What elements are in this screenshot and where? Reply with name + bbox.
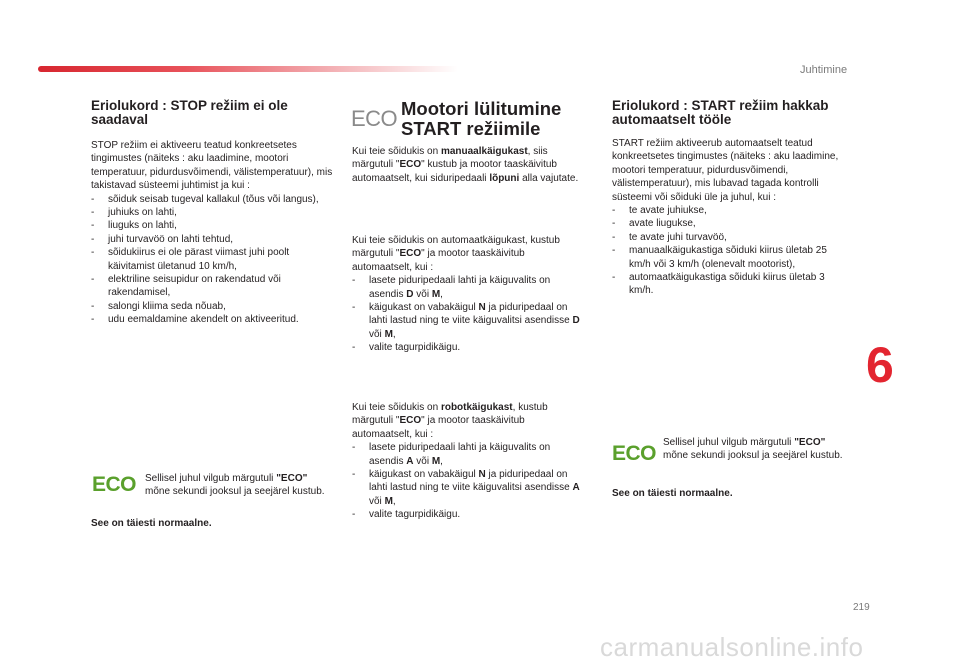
paragraph-robotic-gearbox (352, 401, 580, 522)
list-item: - juhiuks on lahti, (91, 206, 336, 219)
list-item: - juhi turvavöö on lahti tehtud, (91, 233, 336, 246)
text: valite tagurpidikäigu. (369, 509, 461, 521)
list-item: - udu eemaldamine akendelt on aktiveeritud. (91, 313, 336, 326)
paragraph-manual-gearbox (352, 145, 580, 185)
eco-icon-gray (351, 106, 397, 132)
note-text: Sellisel juhul vilgub märgutuli (663, 437, 795, 448)
text: ja piduripedaal on lahti lastud ning te viite käiguvalitsi asendisse (369, 302, 573, 327)
gear-position: M (384, 328, 393, 340)
text: , (392, 328, 396, 340)
text: " ja mootor taaskäivitub automaatselt, kui : (352, 415, 525, 440)
column-start-auto (612, 99, 847, 298)
watermark: carmanualsonline.info (600, 632, 864, 662)
gear-position: A (572, 482, 580, 494)
text-bold: robotkäigukast (440, 402, 513, 413)
automatic-conditions-list (352, 274, 580, 354)
text: " kustub ja mootor taaskäivitub automaatselt, kui siduripedaali (352, 159, 557, 184)
list-item: - sõidukiirus ei ole pärast viimast juhi poolt käivitamist ületanud 10 km/h, (91, 246, 336, 273)
gear-position: M (431, 455, 441, 467)
list-item (352, 274, 580, 301)
list-item (352, 441, 580, 468)
list-item: - automaatkäigukastiga sõiduki kiirus ületab 3 km/h. (612, 271, 847, 298)
note-eco-blink-start (663, 436, 853, 463)
text: Kui teie sõidukis on automaatkäigukast, kustub märgutuli " (352, 235, 560, 260)
text: käigukast on vabakäigul (369, 302, 479, 314)
eco-icon (612, 442, 656, 466)
list-item (352, 341, 580, 354)
text: Kui teie sõidukis on (352, 402, 441, 413)
list-item: - sõiduk seisab tugeval kallakul (tõus või langus), (91, 193, 336, 206)
note-eco-label: "ECO" (276, 473, 308, 484)
normal-notice: See on täiesti normaalne. (91, 518, 212, 529)
text-bold: ECO (399, 415, 422, 427)
text-bold: lõpuni (489, 172, 520, 184)
text: valite tagurpidikäigu. (369, 342, 461, 354)
gear-position: N (478, 302, 486, 314)
paragraph-start-intro: START režiim aktiveerub automaatselt teatud konkreetsetes tingimustes (näiteks : aku laadimine, mootori temperatuur, pidurdusvõimendi, välistemperatuur), mis lubavad tagada kontrolli süsteemi või sõiduki üle ja juhul, kui : (612, 138, 839, 203)
list-item (352, 468, 580, 508)
chapter-number: 6 (866, 337, 894, 393)
list-item: - te avate juhiukse, (612, 204, 847, 217)
list-item: - avate liugukse, (612, 217, 847, 230)
text: ja piduripedaal on lahti lastud ning te viite käiguvalitsi asendisse (369, 469, 573, 494)
text-bold: ECO (399, 248, 422, 260)
note-text: Sellisel juhul vilgub märgutuli (145, 473, 277, 484)
heading-start-mode: Mootori lülitumine START režiimile (401, 98, 562, 139)
text: " ja mootor taaskäivitub automaatselt, kui : (352, 248, 525, 273)
list-item (352, 508, 580, 521)
stop-conditions-list (91, 193, 336, 327)
list-item: - salongi kliima seda nõuab, (91, 300, 336, 313)
list-item: - liuguks on lahti, (91, 219, 336, 232)
page-number: 219 (853, 602, 870, 613)
note-text-end: mõne sekundi jooksul ja seejärel kustub. (145, 486, 325, 498)
text: käigukast on vabakäigul (369, 469, 479, 481)
column-stop-unavailable (91, 99, 336, 327)
text: alla vajutate. (519, 172, 579, 184)
eco-icon-label: ECO (351, 106, 398, 131)
eco-icon-label: ECO (612, 442, 657, 465)
paragraph-stop-intro: STOP režiim ei aktiveeru teatud konkreetsetes tingimustes (näiteks : aku laadimine, mootori temperatuur, pidurdusvõimendi, välistemperatuur), mis takistavad süsteemi juhtimist ja kui : (91, 140, 333, 192)
gear-position: A (406, 455, 414, 467)
gear-position: D (406, 288, 414, 300)
gear-position: N (478, 469, 486, 481)
robotic-conditions-list (352, 441, 580, 521)
text-bold: manuaalkäigukast (440, 146, 528, 157)
note-eco-blink-stop (145, 472, 335, 499)
heading-start-auto: Eriolukord : START režiim hakkab automaatselt tööle (612, 98, 829, 127)
automatic-intro (352, 234, 580, 274)
eco-icon (92, 473, 136, 497)
paragraph-automatic-gearbox (352, 234, 580, 355)
text: , (440, 288, 443, 300)
gear-position: M (384, 495, 393, 507)
header-accent-bar (38, 66, 458, 72)
gear-position: D (572, 315, 580, 327)
text: või (413, 455, 432, 467)
heading-block-start (401, 99, 571, 139)
list-item: - manuaalkäigukastiga sõiduki kiirus ületab 25 km/h või 3 km/h (olenevalt mootorist), (612, 244, 847, 271)
section-label: Juhtimine (800, 64, 848, 76)
list-item: - elektriline seisupidur on rakendatud või rakendamisel, (91, 273, 336, 300)
list-item: - te avate juhi turvavöö, (612, 231, 847, 244)
text: , siis märgutuli " (352, 146, 548, 171)
note-eco-label: "ECO" (794, 437, 826, 448)
text: Kui teie sõidukis on (352, 146, 441, 157)
text: lasete piduripedaali lahti ja käiguvalits on asendis (369, 275, 551, 300)
text: või (369, 495, 385, 507)
text: , (392, 495, 396, 507)
text: , kustub märgutuli " (352, 402, 548, 427)
list-item (352, 301, 580, 341)
text: , (440, 455, 443, 467)
text: või (413, 288, 432, 300)
text-bold: ECO (399, 159, 422, 171)
start-conditions-list (612, 204, 847, 298)
gear-position: M (431, 288, 441, 300)
text: lasete piduripedaali lahti ja käiguvalits on asendis (369, 442, 551, 467)
robotic-intro (352, 401, 580, 441)
eco-icon-label: ECO (92, 473, 137, 496)
note-text-end: mõne sekundi jooksul ja seejärel kustub. (663, 450, 843, 462)
normal-notice: See on täiesti normaalne. (612, 488, 733, 499)
heading-stop-unavailable: Eriolukord : STOP režiim ei ole saadaval (91, 98, 288, 127)
text: või (369, 328, 385, 340)
